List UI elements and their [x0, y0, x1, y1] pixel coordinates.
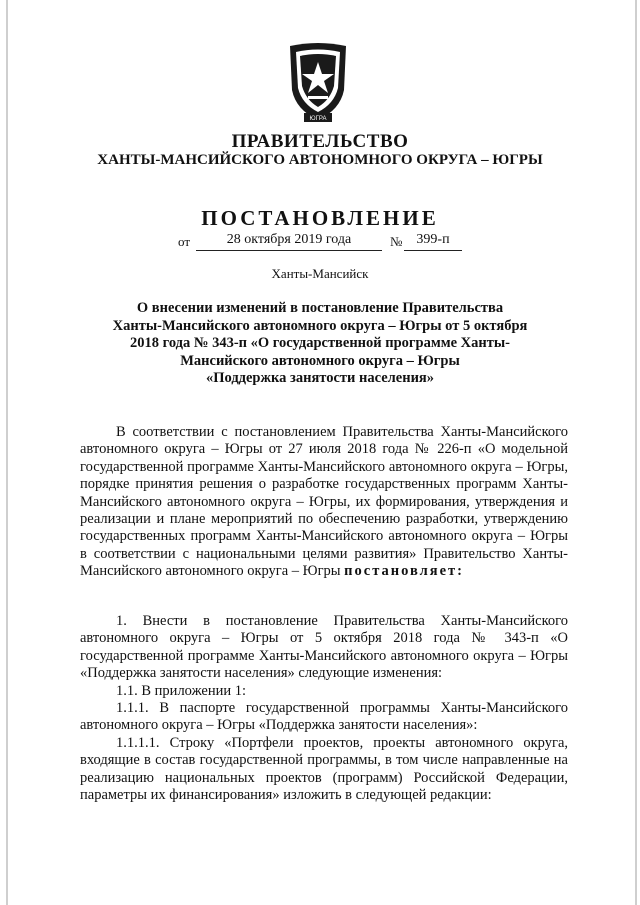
yugra-coat-of-arms-icon: [282, 40, 354, 124]
paragraph-1: 1. Внести в постановление Правительства Ханты-Мансийского автономного округа – Югры от 5 октября 2018 года № 343-п «О государственной программе Ханты-Мансийского автономного округа – Югры «Поддержка занятости населения» следующие изменения:: [80, 613, 568, 682]
preamble-paragraph: [80, 424, 568, 581]
org-name-line2: ХАНТЫ-МАНСИЙСКОГО АВТОНОМНОГО ОКРУГА – ЮГРЫ: [97, 152, 543, 168]
paragraph-1-1: 1.1. В приложении 1:: [116, 682, 247, 699]
decree-word: постановляет:: [344, 563, 464, 580]
paragraph-1-1-1-1: 1.1.1.1. Строку «Портфели проектов, проекты автономного округа, входящие в состав государственной программы, в том числе направленные на реализацию национальных проектов (программ) Российской Федерации, параметры их финансирования» изложить в следующей редакции:: [80, 734, 568, 804]
document-title: [90, 300, 550, 388]
title-line: 2018 года № 343-п «О государственной программе Ханты-: [130, 335, 510, 351]
decree-number: 399-п: [404, 232, 462, 251]
city: Ханты-Мансийск: [271, 266, 369, 281]
title-line: «Поддержка занятости населения»: [205, 370, 435, 386]
number-prefix: №: [390, 234, 403, 249]
preamble-text: В соответствии с постановлением Правительства Ханты-Мансийского автономного округа – Югры от 27 июля 2018 года № 226-п «О модельной государственной программе Ханты-Мансийского автономного округа – Югры, порядке принятия решения о разработке государственных программ Ханты-Мансийского автономного округа – Югры, их формирования, утверждения и реализации и плане мероприятий по обеспечению разработки, утверждению государственных программ Ханты-Мансийского автономного округа – Югры в соответствии с национальными целями развития» Правительство Ханты-Мансийского автономного округа – Югры: [80, 424, 568, 580]
preamble: [80, 424, 568, 581]
title-line: Ханты-Мансийского автономного округа – Югры от 5 октября: [112, 317, 528, 334]
emblem-ribbon-text: ЮГРА: [309, 116, 327, 122]
date-prefix: от: [178, 234, 191, 249]
title-line: О внесении изменений в постановление Правительства: [136, 300, 504, 316]
decree-body: [80, 613, 568, 804]
decree-date: 28 октября 2019 года: [196, 232, 382, 251]
paragraph-1-1-1: 1.1.1. В паспорте государственной программы Ханты-Мансийского автономного округа – Югры «Поддержка занятости населения»:: [80, 700, 568, 734]
document-type: ПОСТАНОВЛЕНИЕ: [201, 206, 439, 230]
title-line: Мансийского автономного округа – Югры: [180, 352, 460, 369]
org-name-line1: ПРАВИТЕЛЬСТВО: [231, 131, 409, 152]
